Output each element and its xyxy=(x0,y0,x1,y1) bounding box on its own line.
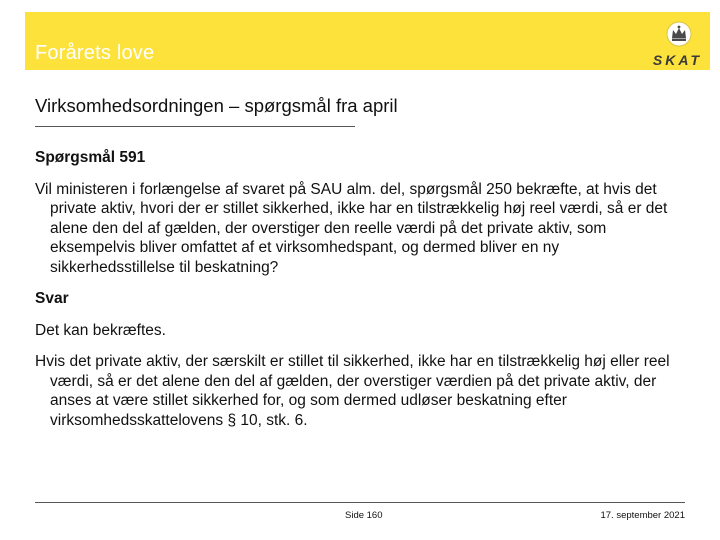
logo-text: SKAT xyxy=(652,52,702,68)
crown-icon xyxy=(666,20,692,48)
footer-divider xyxy=(35,502,685,503)
skat-logo xyxy=(620,20,702,68)
answer-paragraph: Hvis det private aktiv, der særskilt er stillet til sikkerhed, ikke har en tilstrækkelig høj eller reel værdi, så er det alene den del af gælden, der overstiger værdien på det private aktiv, der anses at være stillet sikkerhed for, og som dermed udløser beskatning efter virksomhedsskattelovens § 10, stk. 6. xyxy=(35,353,670,429)
slide-content xyxy=(35,148,685,430)
slide-subtitle: Virksomhedsordningen – spørgsmål fra april xyxy=(35,95,398,116)
header-banner xyxy=(25,12,710,70)
presentation-title: Forårets love xyxy=(35,42,155,64)
question-heading: Spørgsmål 591 xyxy=(35,149,146,166)
footer-date: 17. september 2021 xyxy=(600,510,685,521)
question-text: Vil ministeren i forlængelse af svaret på SAU alm. del, spørgsmål 250 bekræfte, at hvis det private aktiv, hvori der er stillet sikkerhed, ikke har en tilstrækkelig høj reel værdi, så er det alene den del af gælden, der overstiger den reelle værdi på det private aktiv, som eksempelvis bliver omfattet af et virksomhedspant, og dermed bliver en ny sikkerhedsstillelse til beskatning? xyxy=(35,180,668,276)
answer-line: Det kan bekræftes. xyxy=(35,321,166,339)
subtitle-divider xyxy=(35,126,355,127)
page-number: Side 160 xyxy=(345,510,383,521)
answer-heading: Svar xyxy=(35,290,69,307)
